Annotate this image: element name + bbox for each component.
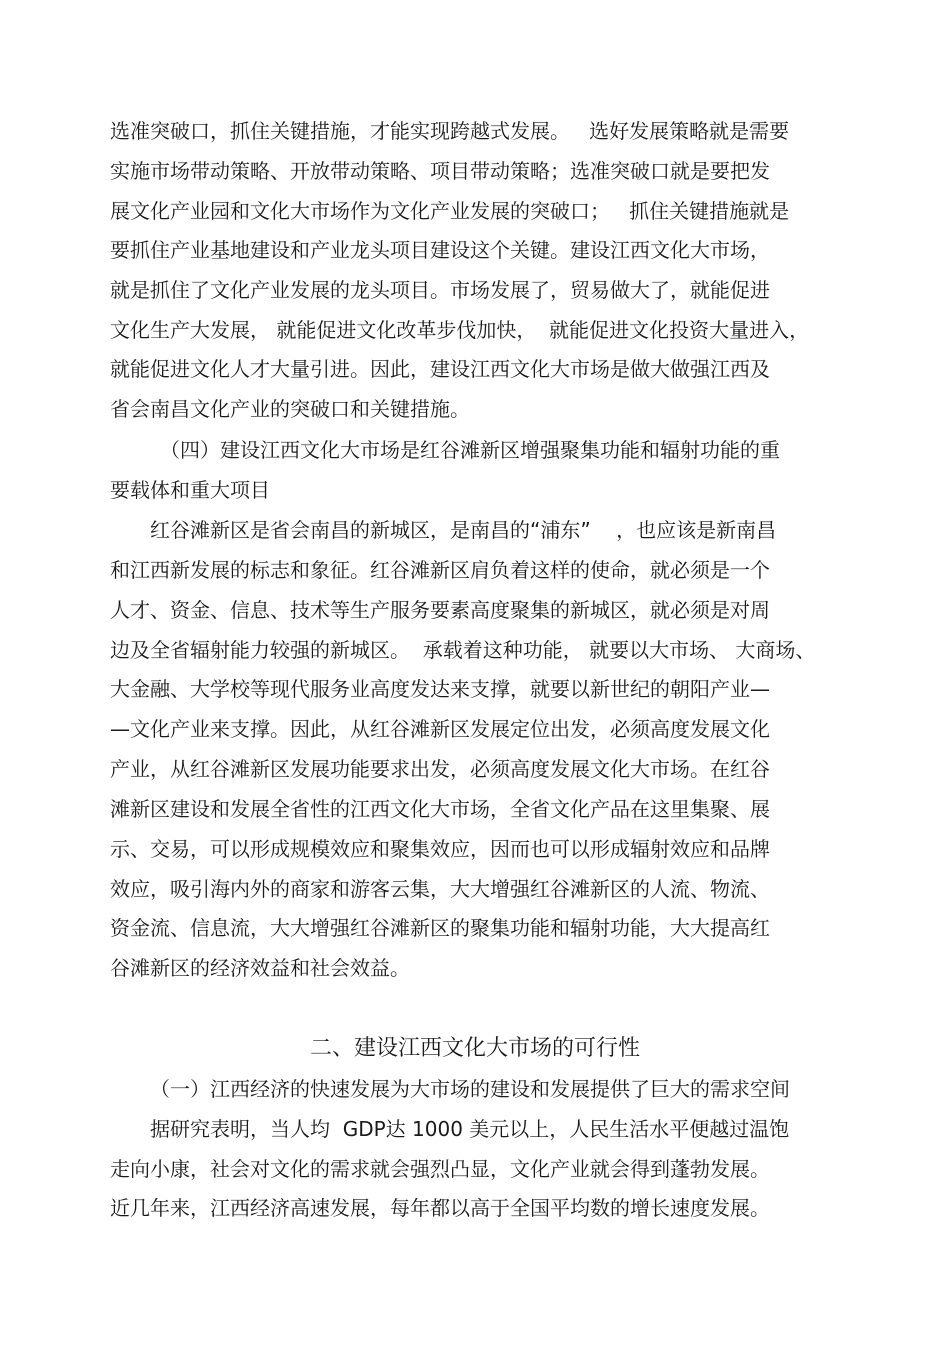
text-line: 省会南昌文化产业的突破口和关键措施。 [110, 397, 470, 421]
text-line: 资金流、信息流，大大增强红谷滩新区的聚集功能和辐射功能，大大提高红 [110, 916, 770, 940]
subsection-heading: （一）江西经济的快速发展为大市场的建设和发展提供了巨大的需求空间 [150, 1077, 790, 1101]
text-line: 实施市场带动策略、开放带动策略、项目带动策略；选准突破口就是要把发 [110, 159, 770, 183]
text-line: 据研究表明，当人均 GDP达 1000 美元以上，人民生活水平便越过温饱 [150, 1117, 790, 1141]
text-line: 展文化产业园和文化大市场作为文化产业发展的突破口； 抓住关键措施就是 [110, 199, 790, 223]
text-line: 红谷滩新区是省会南昌的新城区，是南昌的“浦东” ，也应该是新南昌 [150, 518, 777, 542]
text-line: 大金融、大学校等现代服务业高度发达来支撑，就要以新世纪的朝阳产业— [110, 677, 770, 701]
text-line: 边及全省辐射能力较强的新城区。 承载着这种功能， 就要以大市场、 大商场、 [110, 638, 816, 662]
text-line: 谷滩新区的经济效益和社会效益。 [110, 956, 410, 980]
text-line: 走向小康，社会对文化的需求就会强烈凸显，文化产业就会得到蓬勃发展。 [110, 1157, 770, 1181]
text-line: 就是抓住了文化产业发展的龙头项目。市场发展了，贸易做大了，就能促进 [110, 278, 770, 302]
subsection-heading-cont: 要载体和重大项目 [110, 478, 270, 502]
text-line: 选准突破口，抓住关键措施，才能实现跨越式发展。 选好发展策略就是需要 [110, 119, 790, 143]
text-line: 示、交易，可以形成规模效应和聚集效应，因而也可以形成辐射效应和品牌 [110, 837, 770, 861]
text-line: 滩新区建设和发展全省性的江西文化大市场，全省文化产品在这里集聚、展 [110, 797, 770, 821]
text-line: 效应，吸引海内外的商家和游客云集，大大增强红谷滩新区的人流、物流、 [110, 877, 770, 901]
section-title: 二、建设江西文化大市场的可行性 [309, 1036, 640, 1061]
text-line: —文化产业来支撑。因此，从红谷滩新区发展定位出发，必须高度发展文化 [110, 717, 770, 741]
text-line: 和江西新发展的标志和象征。红谷滩新区肩负着这样的使命，就必须是一个 [110, 558, 770, 582]
subsection-heading: （四）建设江西文化大市场是红谷滩新区增强聚集功能和辐射功能的重 [160, 438, 780, 462]
text-line: 近几年来，江西经济高速发展，每年都以高于全国平均数的增长速度发展。 [110, 1196, 770, 1220]
text-line: 文化生产大发展， 就能促进文化改革步伐加快， 就能促进文化投资大量进入， [110, 318, 810, 342]
text-line: 要抓住产业基地建设和产业龙头项目建设这个关键。建设江西文化大市场， [110, 238, 770, 262]
text-line: 人才、资金、信息、技术等生产服务要素高度聚集的新城区，就必须是对周 [110, 598, 770, 622]
text-line: 产业，从红谷滩新区发展功能要求出发，必须高度发展文化大市场。在红谷 [110, 757, 770, 781]
text-line: 就能促进文化人才大量引进。因此，建设江西文化大市场是做大做强江西及 [110, 357, 770, 381]
